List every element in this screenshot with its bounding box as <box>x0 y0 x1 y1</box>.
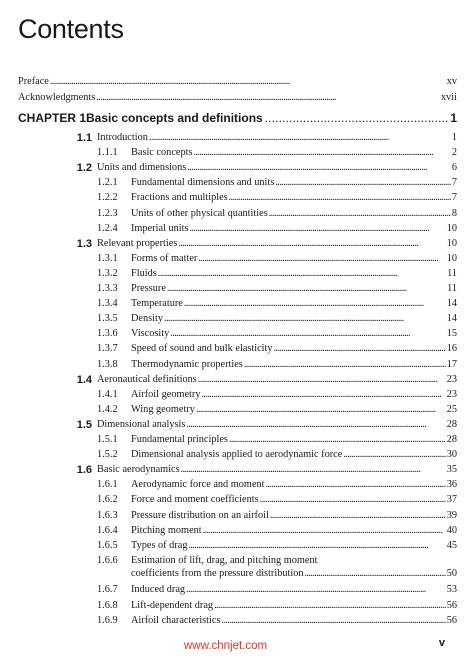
section-entry[interactable] <box>97 237 457 251</box>
leader-dots <box>305 567 446 581</box>
page-number: v <box>438 637 445 649</box>
subsection-entry-title: Temperature <box>131 298 183 310</box>
leader-dots <box>203 524 446 538</box>
section-entry-title: Units and dimensions <box>97 162 187 174</box>
section-number: 1.2 <box>76 162 92 175</box>
leader-dots <box>260 493 446 507</box>
subsection-entry-page: 23 <box>446 388 457 400</box>
subsection-entry-page: 56 <box>446 614 457 626</box>
section-entry-title: Relevant properties <box>97 237 178 249</box>
subsection-entry[interactable] <box>131 524 457 538</box>
leader-dots <box>170 327 445 341</box>
leader-dots <box>269 207 451 221</box>
subsection-entry-title: Dimensional analysis applied to aerodynamic force <box>131 449 343 461</box>
section-entry[interactable] <box>97 131 457 145</box>
subsection-entry-page: 45 <box>446 539 457 551</box>
subsection-entry-page: 50 <box>446 567 457 579</box>
section-number: 1.4 <box>76 373 92 386</box>
subsection-entry[interactable] <box>131 509 457 523</box>
subsection-entry[interactable] <box>131 312 457 326</box>
subsection-number: 1.3.3 <box>97 283 118 294</box>
leader-dots <box>201 388 445 402</box>
watermark: www.chnjet.com <box>184 640 268 652</box>
subsection-number: 1.3.5 <box>97 313 118 325</box>
subsection-number: 1.3.4 <box>97 298 118 310</box>
subsection-entry-page: 56 <box>446 599 457 611</box>
subsection-entry[interactable] <box>131 358 457 372</box>
leader-dots <box>184 297 446 311</box>
subsection-entry[interactable] <box>131 493 457 507</box>
subsection-number: 1.6.6 <box>97 554 118 566</box>
subsection-entry[interactable] <box>131 146 457 160</box>
front-matter-item-title: Preface <box>18 76 49 87</box>
subsection-entry-page: 39 <box>446 509 457 521</box>
subsection-entry[interactable] <box>131 191 457 205</box>
chapter-heading[interactable] <box>18 110 457 126</box>
subsection-entry[interactable] <box>131 297 457 311</box>
subsection-entry[interactable] <box>131 478 457 492</box>
section-number: 1.6 <box>76 464 92 477</box>
chapter-number: CHAPTER 1 <box>18 111 87 125</box>
subsection-entry[interactable] <box>131 539 457 553</box>
subsection-number: 1.6.7 <box>97 584 118 596</box>
subsection-entry[interactable] <box>131 567 457 581</box>
leader-dots <box>149 131 451 145</box>
section-entry[interactable] <box>97 373 457 387</box>
subsection-entry-page: 14 <box>446 298 457 310</box>
subsection-entry-page: 11 <box>447 283 457 294</box>
leader-dots <box>343 448 445 462</box>
leader-dots <box>96 91 440 105</box>
subsection-entry-title: Lift-dependent drag <box>131 599 214 611</box>
leader-dots <box>229 191 451 205</box>
subsection-entry-title: Fundamental principles <box>131 434 228 445</box>
page-title: Contents <box>18 14 124 44</box>
front-matter-item-title: Acknowledgments <box>18 91 96 103</box>
subsection-number: 1.3.1 <box>97 252 118 264</box>
leader-dots <box>189 222 445 236</box>
leader-dots <box>244 358 446 372</box>
subsection-number: 1.2.4 <box>97 222 118 234</box>
subsection-entry[interactable] <box>131 267 457 281</box>
subsection-entry-title: Speed of sound and bulk elasticity <box>131 343 273 355</box>
subsection-number: 1.3.7 <box>97 343 118 355</box>
subsection-entry-title: Fundamental dimensions and units <box>131 177 275 189</box>
subsection-entry-page: 28 <box>446 434 457 445</box>
leader-dots <box>178 237 445 251</box>
subsection-entry-page: 16 <box>446 343 457 355</box>
subsection-entry-title: Pressure distribution on an airfoil <box>131 509 269 521</box>
subsection-entry-page: 14 <box>446 313 457 325</box>
subsection-number: 1.4.2 <box>97 403 118 415</box>
subsection-entry[interactable] <box>131 583 457 597</box>
subsection-entry[interactable] <box>131 222 457 236</box>
subsection-entry-page: 15 <box>446 328 457 340</box>
leader-dots <box>167 282 446 296</box>
section-entry[interactable] <box>97 161 457 175</box>
subsection-entry-title: Airfoil characteristics <box>131 614 221 626</box>
subsection-entry-page: 40 <box>446 524 457 536</box>
subsection-entry-page: 37 <box>446 494 457 506</box>
subsection-entry-title: Forms of matter <box>131 252 198 264</box>
section-entry[interactable] <box>97 463 457 477</box>
section-number: 1.5 <box>76 418 92 431</box>
subsection-entry-title: Viscosity <box>131 328 170 340</box>
leader-dots <box>229 433 446 447</box>
subsection-entry[interactable] <box>131 207 457 221</box>
subsection-entry[interactable] <box>131 176 457 190</box>
subsection-entry[interactable] <box>131 599 457 613</box>
subsection-entry-page: 17 <box>446 358 457 370</box>
subsection-number: 1.6.4 <box>97 524 118 536</box>
subsection-entry[interactable] <box>131 433 457 447</box>
subsection-entry-page: 25 <box>446 403 457 415</box>
section-entry-page: 28 <box>446 418 457 430</box>
leader-dots <box>164 312 446 326</box>
leader-dots <box>196 403 446 417</box>
subsection-number: 1.6.5 <box>97 539 118 551</box>
section-entry-title: Introduction <box>97 132 148 143</box>
leader-dots <box>188 539 445 553</box>
leader-dots <box>181 463 446 477</box>
subsection-number: 1.2.3 <box>97 207 118 219</box>
front-matter-item[interactable] <box>18 75 457 89</box>
subsection-entry-title: Basic concepts <box>131 147 193 159</box>
leader-dots <box>214 599 446 613</box>
subsection-entry-page: 36 <box>446 479 457 491</box>
subsection-entry-page: 7 <box>451 177 457 189</box>
leader-dots <box>186 583 446 597</box>
section-entry-page: 10 <box>446 237 457 249</box>
subsection-entry[interactable] <box>131 282 457 296</box>
subsection-entry-title: Imperial units <box>131 222 189 234</box>
subsection-entry-title: coefficients from the pressure distribution <box>131 567 304 579</box>
subsection-entry-page: 10 <box>446 222 457 234</box>
leader-dots <box>158 267 446 281</box>
subsection-entry-title: Pressure <box>131 283 166 294</box>
chapter-title: Basic concepts and definitions <box>86 111 263 125</box>
leader-dots <box>222 614 446 628</box>
subsection-entry-page: 7 <box>451 192 457 204</box>
subsection-entry-title: Fractions and multiples <box>131 192 228 204</box>
subsection-number: 1.3.8 <box>97 358 118 370</box>
subsection-number: 1.3.2 <box>97 267 118 279</box>
subsection-entry-title: Wing geometry <box>131 403 195 415</box>
subsection-entry-title: Types of drag <box>131 539 188 551</box>
subsection-number: 1.5.1 <box>97 434 118 445</box>
subsection-number: 1.5.2 <box>97 449 118 461</box>
leader-dots <box>266 478 446 492</box>
leader-dots <box>274 342 446 356</box>
section-entry-page: 1 <box>451 132 457 143</box>
subsection-entry[interactable] <box>131 342 457 356</box>
chapter-page: 1 <box>450 111 457 125</box>
subsection-entry[interactable] <box>131 403 457 417</box>
subsection-entry-page: 10 <box>446 252 457 264</box>
subsection-entry-title: Induced drag <box>131 584 186 596</box>
subsection-number: 1.6.8 <box>97 599 118 611</box>
subsection-entry-title[interactable]: Estimation of lift, drag, and pitching moment <box>131 554 318 566</box>
subsection-number: 1.1.1 <box>97 147 118 159</box>
subsection-entry-title: Thermodynamic properties <box>131 358 243 370</box>
section-entry-title: Dimensional analysis <box>97 418 186 430</box>
subsection-entry-title: Aerodynamic force and moment <box>131 479 265 491</box>
subsection-entry-title: Units of other physical quantities <box>131 207 268 219</box>
subsection-number: 1.2.1 <box>97 177 118 189</box>
section-entry-page: 6 <box>451 162 457 174</box>
leader-dots <box>187 161 451 175</box>
leader-dots <box>270 509 446 523</box>
section-entry-title: Aeronautical definitions <box>97 373 197 385</box>
subsection-entry-title: Force and moment coefficients <box>131 494 259 506</box>
leader-dots <box>50 75 446 89</box>
front-matter-item-page: xv <box>446 76 457 87</box>
leader-dots <box>193 146 450 160</box>
subsection-entry-page: 2 <box>451 147 457 159</box>
subsection-entry[interactable] <box>131 388 457 402</box>
subsection-entry[interactable] <box>131 448 457 462</box>
leader-dots <box>275 176 451 190</box>
subsection-entry-title: Density <box>131 313 164 325</box>
subsection-entry-page: 11 <box>447 267 457 279</box>
subsection-entry-page: 53 <box>446 584 457 596</box>
subsection-number: 1.6.3 <box>97 509 118 521</box>
section-number: 1.3 <box>76 237 92 250</box>
subsection-number: 1.3.6 <box>97 328 118 340</box>
section-entry-title: Basic aerodynamics <box>97 464 180 476</box>
subsection-entry-title: Airfoil geometry <box>131 388 201 400</box>
subsection-entry[interactable] <box>131 327 457 341</box>
front-matter-item-page: xvii <box>440 91 457 103</box>
section-entry-page: 35 <box>446 464 457 476</box>
leader-dots <box>265 110 449 126</box>
section-entry[interactable] <box>97 418 457 432</box>
leader-dots <box>186 418 445 432</box>
subsection-entry-title: Pitching moment <box>131 524 202 536</box>
subsection-entry-page: 8 <box>451 207 457 219</box>
subsection-number: 1.6.9 <box>97 614 118 626</box>
subsection-number: 1.6.2 <box>97 494 118 506</box>
front-matter-item[interactable] <box>18 91 457 105</box>
leader-dots <box>198 373 446 387</box>
subsection-number: 1.2.2 <box>97 192 118 204</box>
subsection-number: 1.4.1 <box>97 388 118 400</box>
section-number: 1.1 <box>76 132 92 144</box>
leader-dots <box>198 252 445 266</box>
subsection-entry-page: 30 <box>446 449 457 461</box>
subsection-entry-title: Fluids <box>131 267 157 279</box>
subsection-number: 1.6.1 <box>97 479 118 491</box>
subsection-entry[interactable] <box>131 252 457 266</box>
section-entry-page: 23 <box>446 373 457 385</box>
subsection-entry[interactable] <box>131 614 457 628</box>
